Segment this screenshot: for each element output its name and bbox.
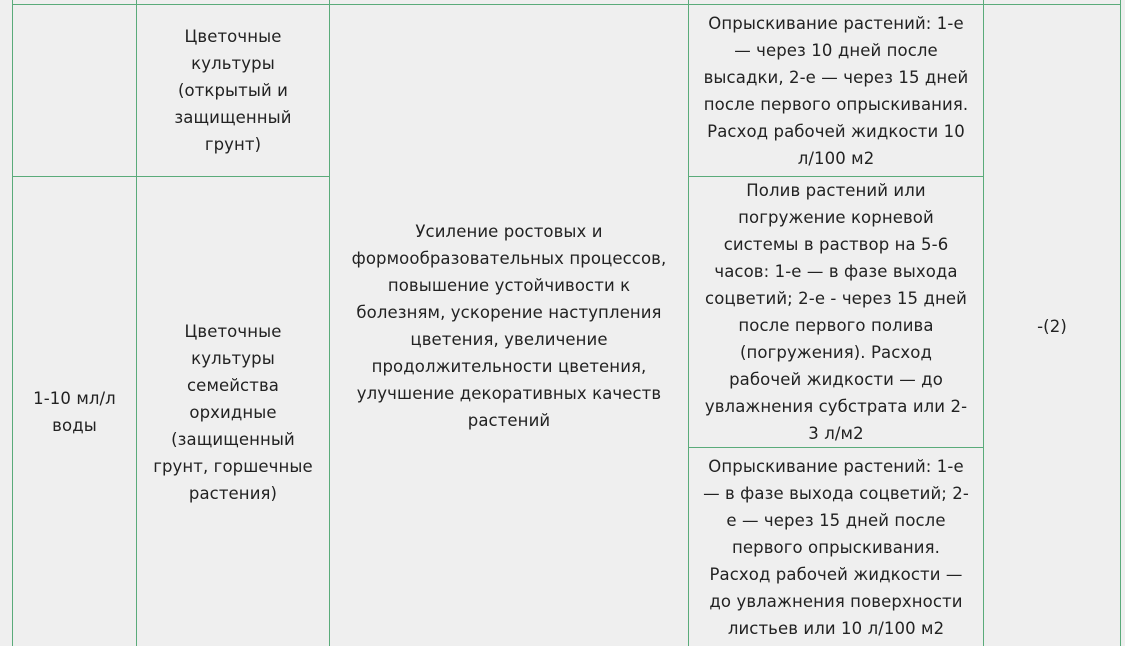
crop-cell-open-ground: Цветочные культуры (открытый и защищенный грунт) bbox=[137, 5, 330, 177]
purpose-cell: Усиление ростовых и формообразовательных процессов, повышение устойчивости к болезням, ускорение наступления цветения, увеличение продолжительности цветения, улучшение декоративных качеств растений bbox=[330, 5, 689, 646]
application-table bbox=[12, 0, 1120, 646]
method-cell-spray-orchids: Опрыскивание растений: 1-е — в фазе выхода соцветий; 2-е — через 15 дней после первого опрыскивания. Расход рабочей жидкости — до увлажнения поверхности листьев или 10 л/100 м2 bbox=[689, 448, 984, 646]
empty-cell bbox=[13, 5, 137, 177]
table-row bbox=[13, 5, 1121, 177]
regulations-table bbox=[12, 0, 1121, 646]
dose-cell: 1-10 мл/л воды bbox=[13, 177, 137, 646]
method-cell-spray-open: Опрыскивание растений: 1-е — через 10 дней после высадки, 2-е — через 15 дней после первого опрыскивания. Расход рабочей жидкости 10 л/100 м2 bbox=[689, 5, 984, 177]
method-cell-watering-orchids: Полив растений или погружение корневой системы в раствор на 5-6 часов: 1-е — в фазе выхода соцветий; 2-е - через 15 дней после первого полива (погружения). Расход рабочей жидкости — до увлажнения субстрата или 2-3 л/м2 bbox=[689, 177, 984, 448]
note-cell: -(2) bbox=[984, 5, 1121, 646]
crop-cell-orchids: Цветочные культуры семейства орхидные (защищенный грунт, горшечные растения) bbox=[137, 177, 330, 646]
